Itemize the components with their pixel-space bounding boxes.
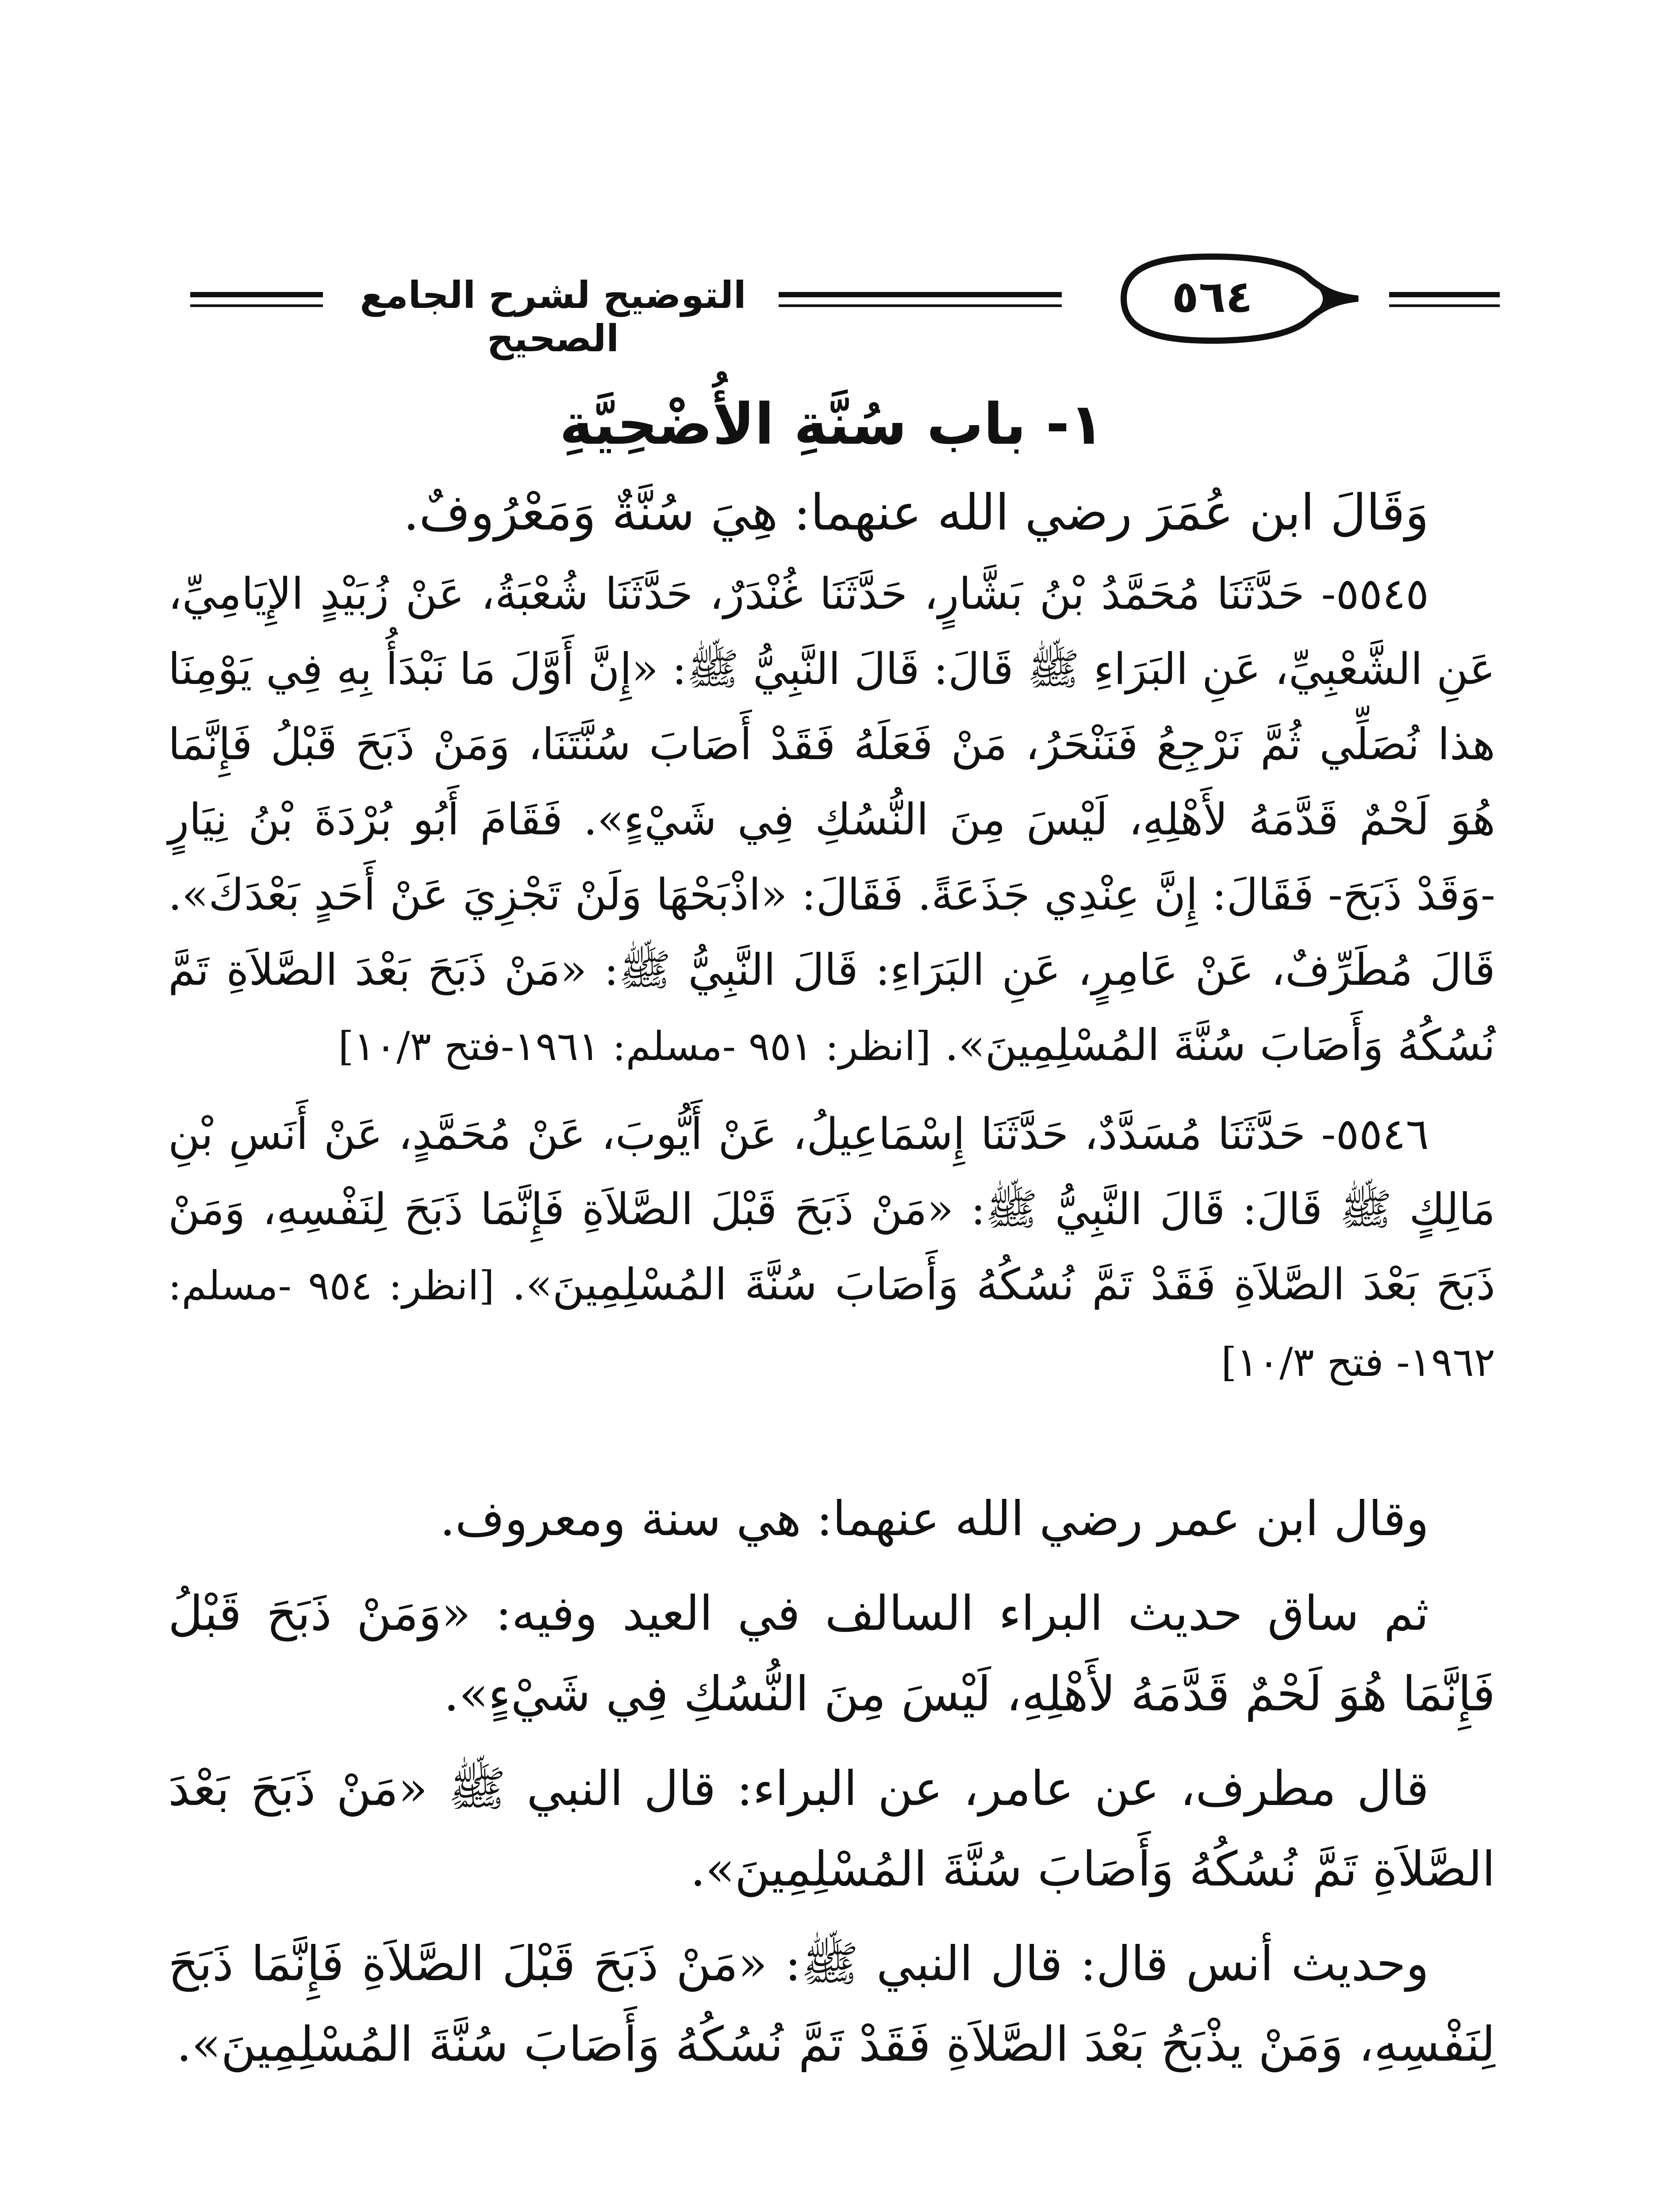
hadith-text: ٥٥٤٦- حَدَّثَنَا مُسَدَّدٌ، حَدَّثَنَا إِسْمَاعِيلُ، عَنْ أَيُّوبَ، عَنْ مُحَمَّدٍ، عَنْ أَنَسِ بْنِ مَالِكٍ ﷺ قَالَ: قَالَ النَّبِيُّ ﷺ: «مَنْ ذَبَحَ قَبْلَ الصَّلاَةِ فَإِنَّمَا ذَبَحَ لِنَفْسِهِ، وَمَنْ ذَبَحَ بَعْدَ الصَّلاَةِ فَقَدْ تَمَّ نُسُكُهُ وَأَصَابَ سُنَّةَ المُسْلِمِينَ». [168, 1109, 1496, 1310]
hadith-5545 [168, 557, 1495, 1084]
section-separator [168, 1413, 1495, 1479]
page-content [168, 380, 1495, 2099]
book-title: التوضيح لشرح الجامع الصحيح [360, 273, 746, 360]
hadith-5546 [168, 1097, 1495, 1400]
header-rule-right [1389, 292, 1500, 311]
hadith-text: ٥٥٤٥- حَدَّثَنَا مُحَمَّدُ بْنُ بَشَّارٍ، حَدَّثَنَا غُنْدَرٌ، حَدَّثَنَا شُعْبَةُ، عَنْ زُبَيْدٍ الإِيَامِيِّ، عَنِ الشَّعْبِيِّ، عَنِ البَرَاءِ ﷺ قَالَ: قَالَ النَّبِيُّ ﷺ: «إِنَّ أَوَّلَ مَا نَبْدَأُ بِهِ فِي يَوْمِنَا هذا نُصَلِّي ثُمَّ نَرْجِعُ فَنَنْحَرُ، مَنْ فَعَلَهُ فَقَدْ أَصَابَ سُنَّتَنَا، وَمَنْ ذَبَحَ قَبْلُ فَإِنَّمَا هُوَ لَحْمٌ قَدَّمَهُ لأَهْلِهِ، لَيْسَ مِنَ النُّسُكِ فِي شَيْءٍ». فَقَامَ أَبُو بُرْدَةَ بْنُ نِيَارٍ -وَقَدْ ذَبَحَ- فَقَالَ: إِنَّ عِنْدِي جَذَعَةً. فَقَالَ: «اذْبَحْهَا وَلَنْ تَجْزِيَ عَنْ أَحَدٍ بَعْدَكَ». قَالَ مُطَرِّفٌ، عَنْ عَامِرٍ، عَنِ البَرَاءِ: قَالَ النَّبِيُّ ﷺ: «مَنْ ذَبَحَ بَعْدَ الصَّلاَةِ تَمَّ نُسُكُهُ وَأَصَابَ سُنَّةَ المُسْلِمِينَ». [168, 569, 1495, 1071]
page-number: ٥٦٤ [1171, 271, 1253, 323]
commentary-paragraph: ثم ساق حديث البراء السالف في العيد وفيه: «وَمَنْ ذَبَحَ قَبْلُ فَإِنَّمَا هُوَ لَحْمٌ قَدَّمَهُ لأَهْلِهِ، لَيْسَ مِنَ النُّسُكِ فِي شَيْءٍ». [168, 1586, 1495, 1722]
hadith-reference: [انظر: ٩٥٤ -مسلم: ١٩٦٢- فتح ١٠/٣] [168, 1263, 1495, 1386]
page-number-frame [1088, 248, 1363, 349]
header-rule-left [190, 292, 323, 311]
commentary-paragraph: وحديث أنس قال: قال النبي ﷺ: «مَنْ ذَبَحَ قَبْلَ الصَّلاَةِ فَإِنَّمَا ذَبَحَ لِنَفْسِهِ، وَمَنْ يذْبَحُ بَعْدَ الصَّلاَةِ فَقَدْ تَمَّ نُسُكُهُ وَأَصَابَ سُنَّةَ المُسْلِمِينَ». [168, 1936, 1495, 2072]
chapter-title: ١- باب سُنَّةِ الأُضْحِيَّةِ [559, 392, 1104, 457]
running-header [190, 248, 1500, 360]
commentary-paragraph: قال مطرف، عن عامر، عن البراء: قال النبي ﷺ «مَنْ ذَبَحَ بَعْدَ الصَّلاَةِ تَمَّ نُسُكُهُ وَأَصَابَ سُنَّةَ المُسْلِمِينَ». [168, 1761, 1495, 1897]
hadith-reference: [انظر: ٩٥١ -مسلم: ١٩٦١-فتح ١٠/٣] [338, 1023, 931, 1070]
chapter-intro: وَقَالَ ابن عُمَرَ رضي الله عنهما: هِيَ سُنَّةٌ وَمَعْرُوفٌ. [403, 484, 1429, 541]
header-rule-middle [779, 292, 1062, 311]
commentary-paragraph: وقال ابن عمر رضي الله عنهما: هي سنة ومعروف. [440, 1491, 1429, 1547]
